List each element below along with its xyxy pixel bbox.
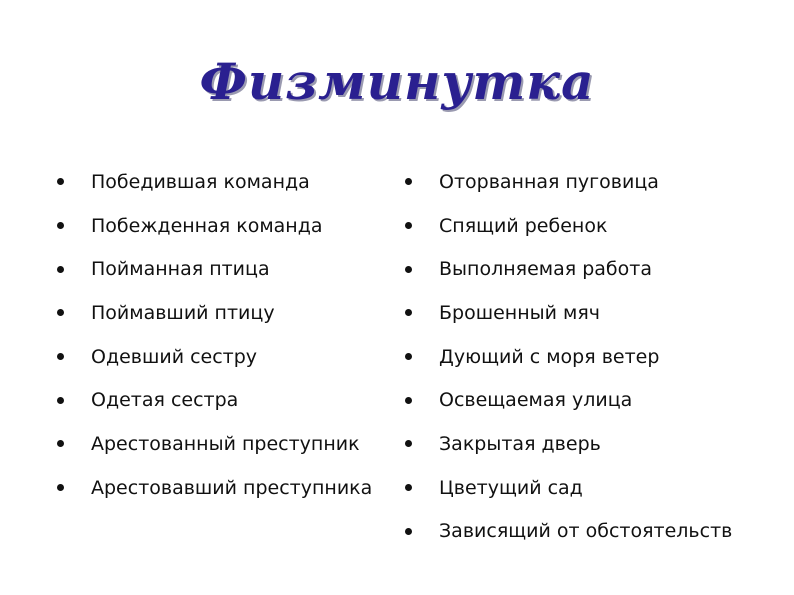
list-item-text: Зависящий от обстоятельств [439, 520, 733, 543]
bullet-icon [405, 528, 412, 535]
bullet-icon [57, 397, 64, 404]
list-item [56, 378, 372, 422]
list-item-text: Цветущий сад [439, 476, 583, 499]
list-item [404, 466, 732, 510]
list-item [404, 247, 732, 291]
bullet-icon [57, 309, 64, 316]
list-item-text: Освещаемая улица [439, 389, 633, 412]
list-item [404, 160, 732, 204]
list-item [404, 204, 732, 248]
list-item [56, 160, 372, 204]
list-item [404, 422, 732, 466]
list-item-text: Арестованный преступник [91, 432, 360, 455]
list-item [56, 466, 372, 510]
list-item-text: Закрытая дверь [439, 432, 601, 455]
list-item-text: Поймавший птицу [91, 301, 275, 324]
list-item [404, 510, 732, 554]
list-item-text: Побежденная команда [91, 214, 323, 237]
list-item [404, 291, 732, 335]
list-item-text: Победившая команда [91, 170, 310, 193]
bullet-icon [57, 484, 64, 491]
list-item [56, 204, 372, 248]
list-item-text: Брошенный мяч [439, 301, 601, 324]
bullet-icon [57, 178, 64, 185]
list-item [56, 291, 372, 335]
list-item-text: Дующий с моря ветер [439, 345, 660, 368]
bullet-icon [405, 440, 412, 447]
list-item [56, 422, 372, 466]
bullet-icon [405, 266, 412, 273]
list-item-text: Пойманная птица [91, 258, 270, 281]
list-item [404, 335, 732, 379]
bullet-icon [405, 222, 412, 229]
list-item-text: Одевший сестру [91, 345, 258, 368]
list-item-text: Спящий ребенок [439, 214, 608, 237]
bullet-icon [57, 353, 64, 360]
list-item-text: Оторванная пуговица [439, 170, 659, 193]
bullet-icon [405, 178, 412, 185]
list-item-text: Арестовавший преступника [91, 476, 373, 499]
bullet-icon [57, 266, 64, 273]
list-item-text: Выполняемая работа [439, 258, 652, 281]
list-item [56, 247, 372, 291]
bullet-icon [57, 440, 64, 447]
list-item [56, 335, 372, 379]
right-list [404, 160, 732, 553]
bullet-icon [405, 353, 412, 360]
list-item-text: Одетая сестра [91, 389, 239, 412]
page-title: Физминутка [199, 52, 595, 111]
bullet-icon [405, 309, 412, 316]
bullet-icon [405, 484, 412, 491]
list-item [404, 378, 732, 422]
left-list [56, 160, 372, 510]
bullet-icon [57, 222, 64, 229]
bullet-icon [405, 397, 412, 404]
